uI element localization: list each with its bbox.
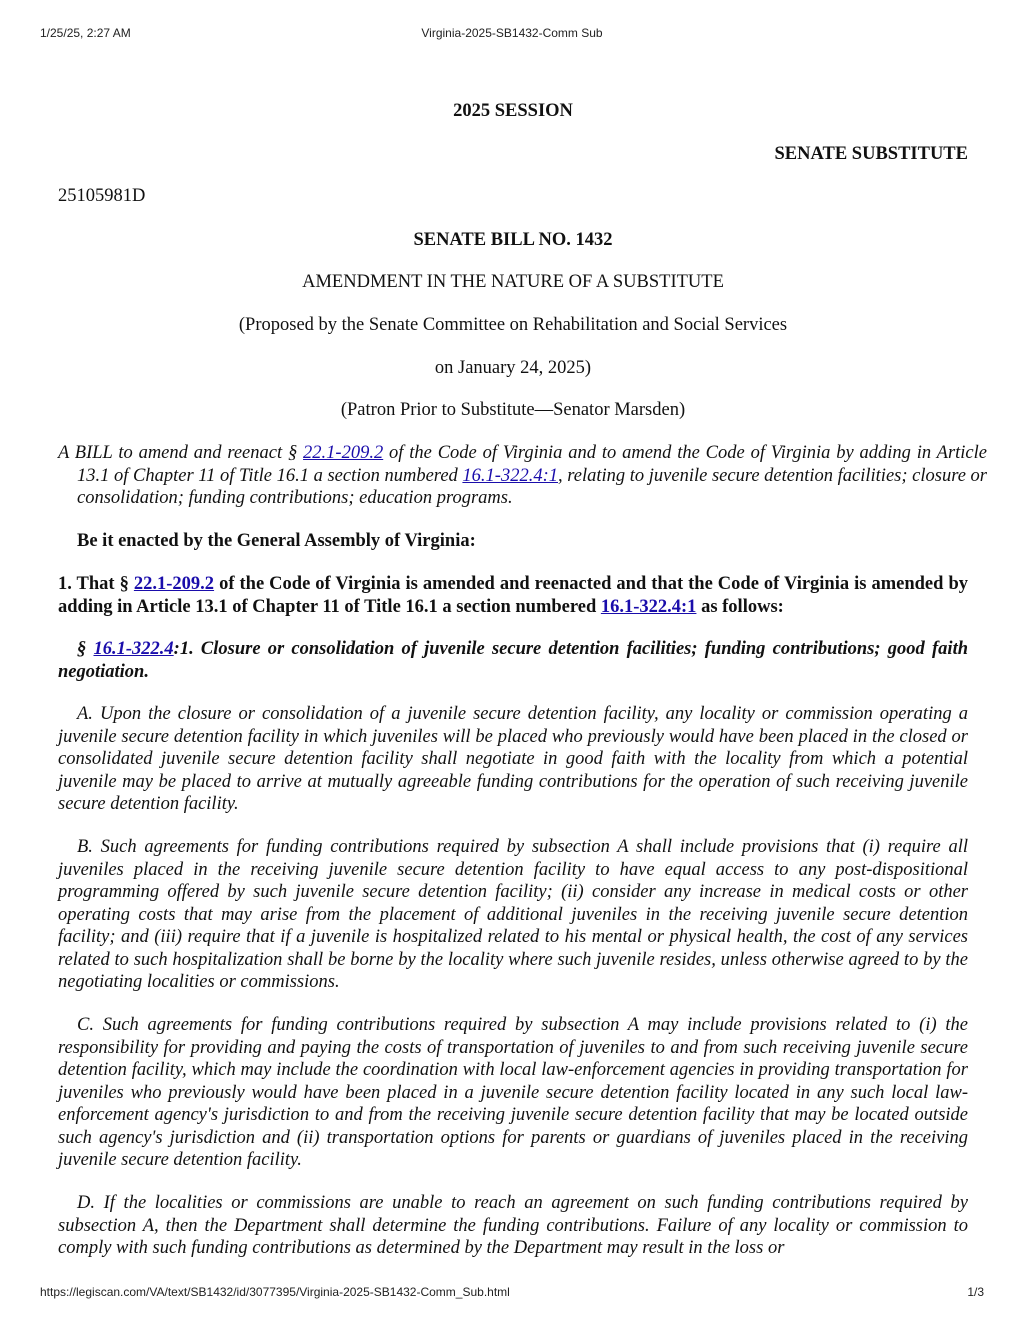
- section-heading: § 16.1-322.4:1. Closure or consolidation of juvenile secure detention facilities; funding contributions; good faith negotiation.: [58, 639, 969, 682]
- bill-title-paragraph: A BILL to amend and reenact § 22.1-209.2 of the Code of Virginia and to amend the Code of Virginia by adding in Article 13.1 of Chapter 11 of Title 16.1 a section numbered 16.1-322.4:1, relating to juvenile secure detention facilities; closure or consolidation; funding contributions; education programs.: [58, 443, 987, 508]
- session-heading: 2025 SESSION: [453, 101, 573, 121]
- code-link-16-1-322-4-1[interactable]: 16.1-322.4:1: [462, 465, 558, 486]
- bill-number: SENATE BILL NO. 1432: [413, 230, 613, 250]
- enacting-clause: Be it enacted by the General Assembly of Virginia:: [77, 531, 476, 551]
- browser-print-footer: [0, 1285, 1024, 1301]
- patron-line: (Patron Prior to Substitute—Senator Marsden): [340, 400, 686, 420]
- substitute-label: SENATE SUBSTITUTE: [774, 144, 968, 164]
- browser-print-header: [0, 26, 1024, 42]
- code-link-16-1-322-4[interactable]: 16.1-322.4: [93, 639, 174, 659]
- subsection-a: A. Upon the closure or consolidation of a juvenile secure detention facility, any locality or commission operating a juvenile secure detention facility in which juveniles will be placed who previously would have been placed in the closed or consolidated juvenile secure detention facility shall negotiate in good faith with the locality from which a potential juvenile may be placed to arrive at mutually agreeable funding contributions for the operation of such receiving juvenile secure detention facility.: [58, 704, 968, 814]
- section-1-paragraph: 1. That § 22.1-209.2 of the Code of Virginia is amended and reenacted and that the Code of Virginia is amended by adding in Article 13.1 of Chapter 11 of Title 16.1 a section numbered 16.1-322.4:1 as follows:: [58, 574, 968, 617]
- proposed-by-line: (Proposed by the Senate Committee on Rehabilitation and Social Services: [238, 315, 788, 335]
- print-url: https://legiscan.com/VA/text/SB1432/id/3077395/Virginia-2025-SB1432-Comm_Sub.html: [40, 1285, 510, 1299]
- code-link-22-1-209-2[interactable]: 22.1-209.2: [133, 574, 215, 594]
- print-datetime: 1/25/25, 2:27 AM: [40, 26, 131, 40]
- subsection-c: C. Such agreements for funding contributions required by subsection A may include provisions related to (i) the responsibility for providing and paying the costs of transportation of juveniles to and from such receiving juvenile secure detention facility, which may include the coordination with local law-enforcement agencies in providing transportation for juveniles who previously would have been placed in a juvenile secure detention facility located in any such local law-enforcement agency's jurisdiction to and from the receiving juvenile secure detention facility that may be located outside such agency's jurisdiction and (ii) transportation options for parents or guardians of juveniles placed in the receiving juvenile secure detention facility.: [58, 1015, 968, 1170]
- print-page-number: 1/3: [967, 1285, 984, 1299]
- code-link-22-1-209-2[interactable]: 22.1-209.2: [303, 443, 384, 463]
- proposed-date-line: on January 24, 2025): [434, 358, 592, 378]
- code-link-16-1-322-4-1[interactable]: 16.1-322.4:1: [600, 596, 697, 617]
- subsection-b: B. Such agreements for funding contributions required by subsection A shall include provisions that (i) require all juveniles placed in the receiving juvenile secure detention facility to have equal access to any post-dispositional programming offered by such juvenile secure detention facility; (ii) consider any increase in medical costs or other operating costs that may arise from the placement of additional juveniles in the receiving juvenile secure detention facility; and (iii) require that if a juvenile is hospitalized related to his mental or physical health, the cost of any services related to such hospitalization shall be borne by the locality where such juvenile resides, unless otherwise agreed to by the negotiating localities or commissions.: [58, 837, 968, 992]
- print-title: Virginia-2025-SB1432-Comm Sub: [421, 26, 603, 40]
- document-id: 25105981D: [58, 186, 146, 206]
- subsection-d: D. If the localities or commissions are unable to reach an agreement on such funding contributions required by subsection A, then the Department shall determine the funding contributions. Failure of any locality or commission to comply with such funding contributions as determined by the Department may result in the loss or: [58, 1193, 968, 1258]
- amendment-heading: AMENDMENT IN THE NATURE OF A SUBSTITUTE: [302, 272, 724, 292]
